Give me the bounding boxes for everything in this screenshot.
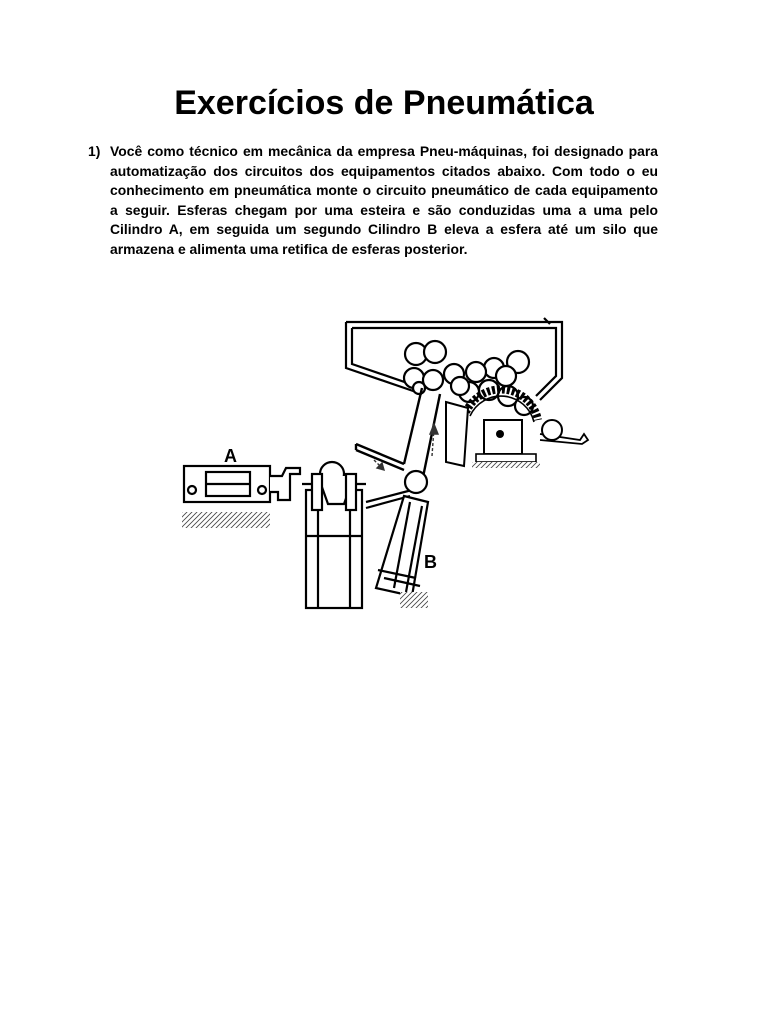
cylinder-a bbox=[182, 466, 300, 528]
silo-balls bbox=[404, 341, 533, 415]
inclined-tube bbox=[356, 388, 440, 482]
exercise-text: Você como técnico em mecânica da empresa Pneu-máquinas, foi designado para automatização dos circuitos dos equipamentos citados abaixo. Com todo o eu conhecimento em pneumática monte o circuito pneumático de cada equipamento a seguir. Esferas chegam por uma esteira e são conduzidas uma a uma pelo Cilindro A, em seguida um segundo Cilindro B eleva a esfera até um silo que armazena e alimenta uma retifica de esferas posterior. bbox=[110, 143, 658, 257]
exercise-number: 1) bbox=[88, 143, 101, 159]
roller-assembly bbox=[302, 462, 366, 608]
pneumatic-diagram bbox=[178, 316, 594, 612]
label-b: B bbox=[424, 552, 437, 572]
page-title: Exercícios de Pneumática bbox=[174, 84, 594, 122]
label-a: A bbox=[224, 446, 237, 466]
exercise-1 bbox=[88, 142, 658, 260]
guide-plate bbox=[446, 402, 468, 466]
